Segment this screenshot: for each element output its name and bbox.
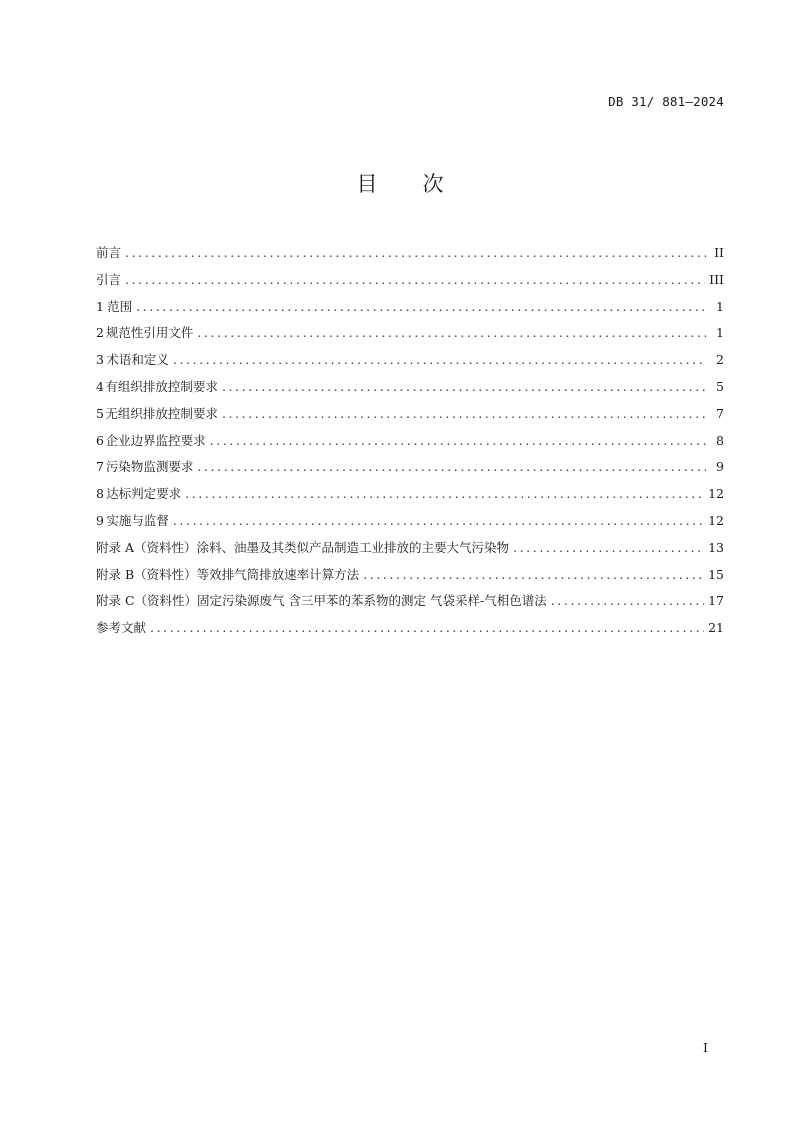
- toc-entry-label: 涂料、油墨及其类似产品制造工业排放的主要大气污染物: [196, 539, 510, 555]
- toc-entry-page: 12: [708, 512, 724, 528]
- toc-entry-label: 引言: [96, 271, 122, 287]
- toc-title: [0, 168, 800, 198]
- toc-leader-dots: [222, 379, 706, 394]
- toc-leader-dots: [173, 352, 706, 367]
- toc-entry-terms-definitions[interactable]: [96, 350, 724, 377]
- toc-entry-page: 2: [716, 352, 724, 368]
- toc-leader-dots: [185, 486, 704, 501]
- toc-entry-label: 等效排气筒排放速率计算方法: [196, 566, 360, 582]
- toc-entry-label: 达标判定要求: [106, 486, 182, 502]
- page-number: I: [703, 1040, 708, 1055]
- toc-entry-page: II: [714, 245, 724, 260]
- toc-leader-dots: [513, 540, 704, 555]
- toc-entry-number: 2: [96, 325, 104, 341]
- toc-entry-compliance-judgement[interactable]: [96, 484, 724, 511]
- toc-leader-dots: [222, 406, 706, 421]
- toc-entry-page: 12: [708, 486, 724, 502]
- toc-entry-page: 17: [708, 593, 724, 609]
- toc-entry-page: 7: [716, 405, 724, 421]
- toc-entry-label: 参考文献: [96, 620, 147, 636]
- toc-entry-fugitive-emission[interactable]: [96, 404, 724, 431]
- toc-entry-page: III: [709, 271, 724, 287]
- toc-entry-label: 术语和定义: [106, 352, 169, 368]
- toc-entry-label: 企业边界监控要求: [105, 432, 206, 448]
- toc-leader-dots: [125, 245, 706, 260]
- toc-leader-dots: [125, 272, 705, 287]
- toc-entry-page: 8: [716, 432, 724, 448]
- toc-entry-number: 6: [96, 432, 104, 448]
- toc-entry-label: 前言: [96, 245, 122, 260]
- toc-leader-dots: [150, 620, 704, 635]
- toc-leader-dots: [173, 513, 704, 528]
- toc-appendix-tag: 附录 B（资料性）: [96, 566, 197, 582]
- toc-entry-page: 9: [716, 459, 724, 475]
- toc-entry-number: 1: [96, 298, 104, 314]
- toc-entry-label: 规范性引用文件: [105, 325, 194, 341]
- toc-entry-number: 9: [96, 512, 104, 528]
- toc-entry-implementation[interactable]: [96, 511, 724, 538]
- toc-entry-appendix-a[interactable]: [96, 538, 724, 565]
- toc-entry-label: 有组织排放控制要求: [105, 378, 218, 394]
- toc-entry-appendix-b[interactable]: [96, 565, 724, 592]
- toc-entry-page: 5: [716, 378, 724, 394]
- toc-entry-number: 3: [96, 352, 104, 368]
- document-code: DB 31/ 881—2024: [608, 94, 724, 109]
- toc-entry-number: 5: [96, 405, 104, 421]
- toc-entry-number: 8: [96, 486, 104, 502]
- toc-entry-page: 21: [708, 620, 724, 636]
- toc-entry-pollutant-monitoring[interactable]: [96, 457, 724, 484]
- toc-entry-page: 1: [716, 298, 724, 314]
- toc-entry-page: 15: [708, 566, 724, 582]
- toc-entry-label: 实施与监督: [106, 512, 169, 528]
- toc-entry-foreword[interactable]: [96, 243, 724, 270]
- toc-entry-page: 13: [708, 539, 724, 555]
- toc-entry-boundary-monitoring[interactable]: [96, 431, 724, 458]
- toc-leader-dots: [136, 299, 706, 314]
- toc-entry-introduction[interactable]: [96, 270, 724, 297]
- toc-entry-normative-references[interactable]: [96, 323, 724, 350]
- toc-entry-page: 1: [716, 325, 724, 341]
- toc-leader-dots: [210, 433, 706, 448]
- toc-entry-label: 固定污染源废气 含三甲苯的苯系物的测定 气袋采样-气相色谱法: [197, 593, 547, 609]
- toc-leader-dots: [363, 567, 704, 582]
- toc-appendix-tag: 附录 C（资料性）: [96, 593, 198, 609]
- toc-appendix-tag: 附录 A（资料性）: [96, 539, 197, 555]
- table-of-contents: [96, 243, 724, 645]
- toc-leader-dots: [197, 459, 706, 474]
- toc-entry-organized-emission[interactable]: [96, 377, 724, 404]
- toc-entry-scope[interactable]: [96, 297, 724, 324]
- toc-entry-appendix-c[interactable]: [96, 591, 724, 618]
- toc-leader-dots: [197, 325, 706, 340]
- toc-entry-label: 污染物监测要求: [105, 459, 194, 475]
- toc-entry-bibliography[interactable]: [96, 618, 724, 645]
- toc-entry-label: 范围: [107, 298, 133, 314]
- toc-entry-label: 无组织排放控制要求: [105, 405, 218, 421]
- toc-leader-dots: [551, 593, 704, 608]
- toc-title-part1: 目: [356, 172, 378, 196]
- toc-entry-number: 4: [96, 378, 104, 394]
- toc-entry-number: 7: [96, 459, 104, 475]
- toc-title-part2: 次: [422, 172, 444, 196]
